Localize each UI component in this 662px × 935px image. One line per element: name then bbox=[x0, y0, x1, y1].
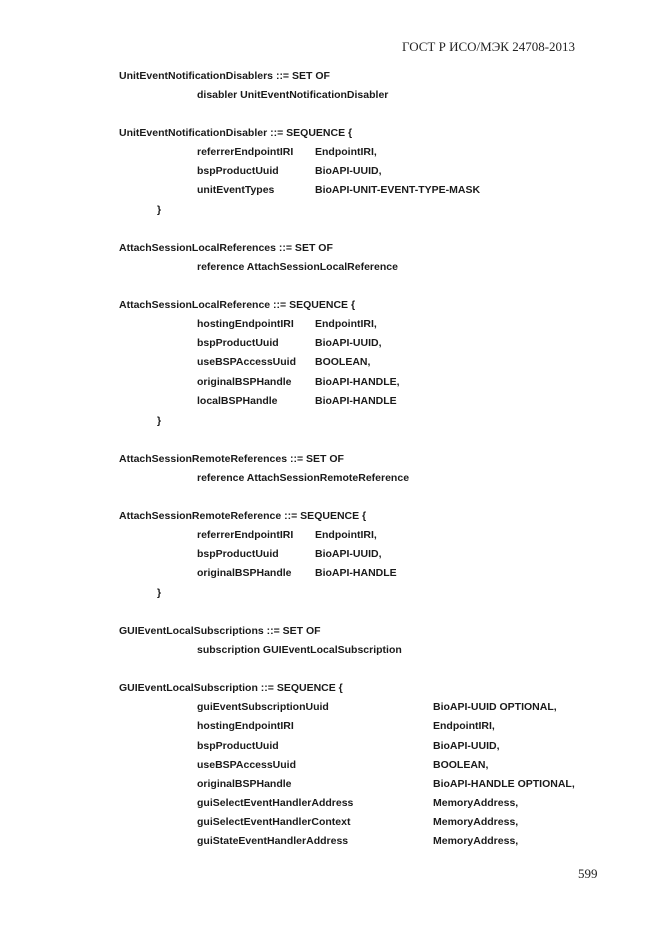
field-name: originalBSPHandle bbox=[197, 376, 292, 388]
field-name: bspProductUuid bbox=[197, 548, 279, 560]
field-name: bspProductUuid bbox=[197, 740, 279, 752]
field-type: BioAPI-HANDLE bbox=[315, 567, 397, 579]
field-type: BioAPI-UUID, bbox=[315, 165, 382, 177]
field-type: BOOLEAN, bbox=[315, 356, 371, 368]
field-type: BioAPI-UUID, bbox=[315, 548, 382, 560]
field-type: BioAPI-UNIT-EVENT-TYPE-MASK bbox=[315, 184, 481, 196]
field-name: useBSPAccessUuid bbox=[197, 759, 297, 771]
page-number: 599 bbox=[578, 866, 598, 881]
closing-brace: } bbox=[157, 415, 162, 427]
type-definition: GUIEventLocalSubscription ::= SEQUENCE { bbox=[119, 682, 343, 694]
field-name: referrerEndpointIRI bbox=[197, 146, 294, 158]
field-name: hostingEndpointIRI bbox=[197, 318, 294, 330]
field-name: disabler UnitEventNotificationDisabler bbox=[197, 89, 389, 101]
type-definition: UnitEventNotificationDisablers ::= SET OF bbox=[119, 70, 330, 82]
field-type: BioAPI-UUID, bbox=[315, 337, 382, 349]
field-type: EndpointIRI, bbox=[433, 720, 495, 732]
type-definition: AttachSessionLocalReferences ::= SET OF bbox=[119, 242, 333, 254]
field-type: BioAPI-UUID, bbox=[433, 740, 500, 752]
type-definition: UnitEventNotificationDisabler ::= SEQUENCE { bbox=[119, 127, 353, 139]
field-type: EndpointIRI, bbox=[315, 529, 377, 541]
type-definition: AttachSessionRemoteReferences ::= SET OF bbox=[119, 453, 344, 465]
field-name: useBSPAccessUuid bbox=[197, 356, 297, 368]
closing-brace: } bbox=[157, 587, 162, 599]
field-type: BioAPI-UUID OPTIONAL, bbox=[433, 701, 557, 713]
field-type: BioAPI-HANDLE, bbox=[315, 376, 400, 388]
field-type: BioAPI-HANDLE bbox=[315, 395, 397, 407]
field-type: EndpointIRI, bbox=[315, 318, 377, 330]
standard-header: ГОСТ Р ИСО/МЭК 24708-2013 bbox=[402, 39, 576, 54]
type-definition: GUIEventLocalSubscriptions ::= SET OF bbox=[119, 625, 321, 637]
field-name: subscription GUIEventLocalSubscription bbox=[197, 644, 402, 656]
field-name: guiSelectEventHandlerContext bbox=[197, 816, 351, 828]
type-definition: AttachSessionRemoteReference ::= SEQUENCE { bbox=[119, 510, 367, 522]
field-name: unitEventTypes bbox=[197, 184, 275, 196]
field-name: hostingEndpointIRI bbox=[197, 720, 294, 732]
field-name: reference AttachSessionLocalReference bbox=[197, 261, 398, 273]
field-name: bspProductUuid bbox=[197, 337, 279, 349]
closing-brace: } bbox=[157, 204, 162, 216]
field-type: MemoryAddress, bbox=[433, 797, 519, 809]
field-name: guiSelectEventHandlerAddress bbox=[197, 797, 354, 809]
field-type: BOOLEAN, bbox=[433, 759, 489, 771]
field-name: localBSPHandle bbox=[197, 395, 278, 407]
field-name: guiStateEventHandlerAddress bbox=[197, 835, 349, 847]
field-name: originalBSPHandle bbox=[197, 778, 292, 790]
field-type: MemoryAddress, bbox=[433, 835, 519, 847]
field-type: BioAPI-HANDLE OPTIONAL, bbox=[433, 778, 575, 790]
field-name: bspProductUuid bbox=[197, 165, 279, 177]
field-name: guiEventSubscriptionUuid bbox=[197, 701, 329, 713]
field-type: EndpointIRI, bbox=[315, 146, 377, 158]
field-type: MemoryAddress, bbox=[433, 816, 519, 828]
field-name: originalBSPHandle bbox=[197, 567, 292, 579]
type-definition: AttachSessionLocalReference ::= SEQUENCE { bbox=[119, 299, 356, 311]
field-name: reference AttachSessionRemoteReference bbox=[197, 472, 410, 484]
field-name: referrerEndpointIRI bbox=[197, 529, 294, 541]
